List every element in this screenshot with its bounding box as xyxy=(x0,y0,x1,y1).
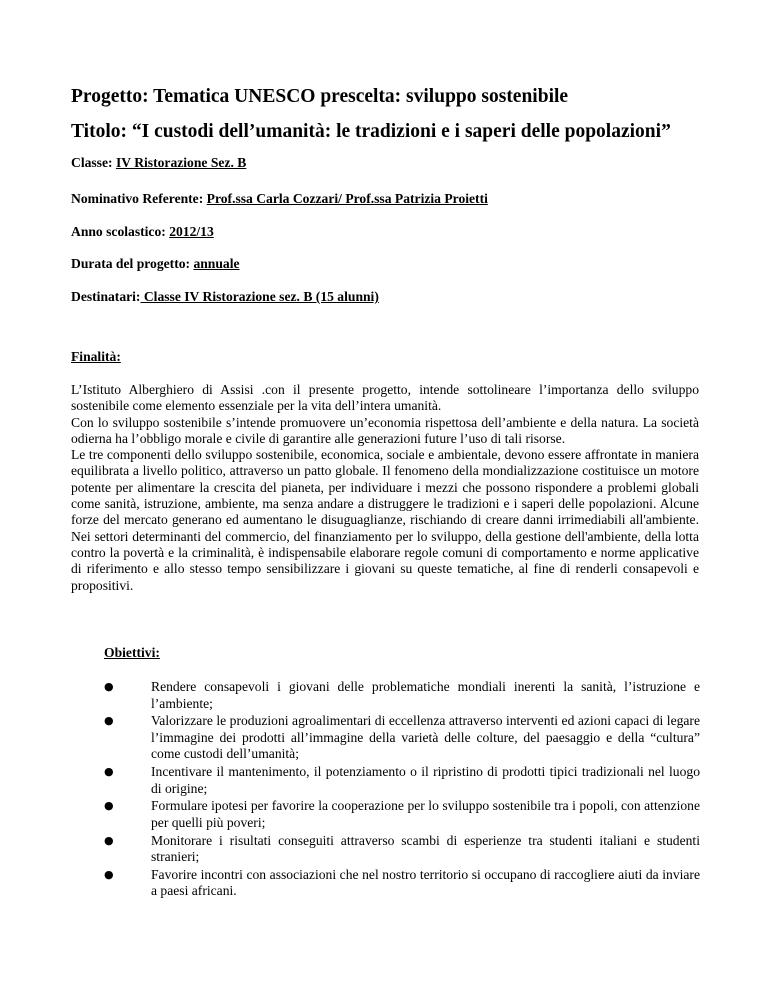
finalita-heading: Finalità: xyxy=(71,349,121,364)
bullet-icon: ● xyxy=(104,833,114,847)
list-item xyxy=(104,713,700,763)
list-item xyxy=(104,833,700,866)
list-item-text: Favorire incontri con associazioni che nel nostro territorio si occupano di raccogliere aiuti da inviare a paesi africani. xyxy=(151,866,700,899)
field-referente-value: Prof.ssa Carla Cozzari/ Prof.ssa Patrizia Proietti xyxy=(206,191,488,206)
field-referente xyxy=(71,191,488,207)
finalita-paragraph: L’Istituto Alberghiero di Assisi .con il presente progetto, intende sottolineare l’importanza dello sviluppo sostenibile come elemento essenziale per la vita dell’intera umanità. xyxy=(71,382,699,414)
list-item-text: Formulare ipotesi per favorire la cooperazione per lo sviluppo sostenibile tra i popoli, con attenzione per quelli più poveri; xyxy=(151,798,700,830)
field-referente-label: Nominativo Referente: xyxy=(71,191,207,206)
field-anno xyxy=(71,224,214,240)
field-durata-label: Durata del progetto: xyxy=(71,256,194,271)
list-item xyxy=(104,679,700,712)
list-item xyxy=(104,867,700,900)
field-anno-label: Anno scolastico: xyxy=(71,224,170,239)
finalita-paragraph: Con lo sviluppo sostenibile s’intende promuovere un’economia rispettosa dell’ambiente e della natura. La società odierna ha l’obbligo morale e civile di garantire alle generazioni future l’uso di tali risorse. xyxy=(71,414,699,446)
bullet-icon: ● xyxy=(104,867,114,881)
field-classe-value: IV Ristorazione Sez. B xyxy=(115,155,247,170)
bullet-icon: ● xyxy=(104,714,114,728)
field-destinatari-label: Destinatari: xyxy=(71,289,141,304)
list-item-text: Rendere consapevoli i giovani delle problematiche mondiali inerenti la sanità, l’istruzione e l’ambiente; xyxy=(151,679,700,711)
document-title: Titolo: “I custodi dell’umanità: le tradizioni e i saperi delle popolazioni” xyxy=(71,121,671,142)
field-durata xyxy=(71,256,240,272)
bullet-icon: ● xyxy=(104,765,114,779)
field-classe xyxy=(71,155,246,171)
project-title: Progetto: Tematica UNESCO prescelta: sviluppo sostenibile xyxy=(71,86,569,107)
obiettivi-list xyxy=(104,679,700,901)
list-item xyxy=(104,798,700,831)
list-item xyxy=(104,764,700,797)
obiettivi-heading: Obiettivi: xyxy=(104,645,160,660)
bullet-icon: ● xyxy=(104,680,114,693)
finalita-paragraph: Le tre componenti dello sviluppo sostenibile, economica, sociale e ambientale, devono essere affrontate in maniera equilibrata a livello politico, attraverso un patto globale. Il fenomeno della mondializzazione costituisce un motore potente per alimentare la crescita del pianeta, per individuare i mezzi che possono rispondere a problemi globali come sanità, istruzione, ambiente, ma senza andare a distruggere le tradizioni e i saperi delle popolazioni. Alcune forze del mercato generano ed aumentano le disuguaglianze, rischiando di creare danni irrimediabili all'ambiente. Nei settori determinanti del commercio, del finanziamento per lo sviluppo, della gestione dell'ambiente, della lotta contro la povertà e la criminalità, è indispensabile elaborare regole comuni di comportamento e norme applicative di riferimento e allo stesso tempo sensibilizzare i giovani su queste tematiche, al fine di renderli consapevoli e propositivi. xyxy=(71,447,699,593)
bullet-icon: ● xyxy=(104,799,114,813)
finalita-body xyxy=(71,382,699,594)
field-anno-value: 2012/13 xyxy=(169,224,214,239)
list-item-text: Monitorare i risultati conseguiti attraverso scambi di esperienze tra studenti italiani e studenti stranieri; xyxy=(151,832,700,865)
field-classe-label: Classe: xyxy=(71,155,116,170)
field-destinatari-value: Classe IV Ristorazione sez. B (15 alunni) xyxy=(140,289,379,304)
field-destinatari xyxy=(71,289,379,305)
list-item-text: Valorizzare le produzioni agroalimentari di eccellenza attraverso interventi ed azioni capaci di legare l’immagine dei prodotti all’immagine della varietà delle colture, del paesaggio e della “cultura” come custodi dell’umanità; xyxy=(151,713,700,762)
list-item-text: Incentivare il mantenimento, il potenziamento o il ripristino di prodotti tipici tradizionali nel luogo di origine; xyxy=(151,764,700,796)
field-durata-value: annuale xyxy=(193,256,240,271)
